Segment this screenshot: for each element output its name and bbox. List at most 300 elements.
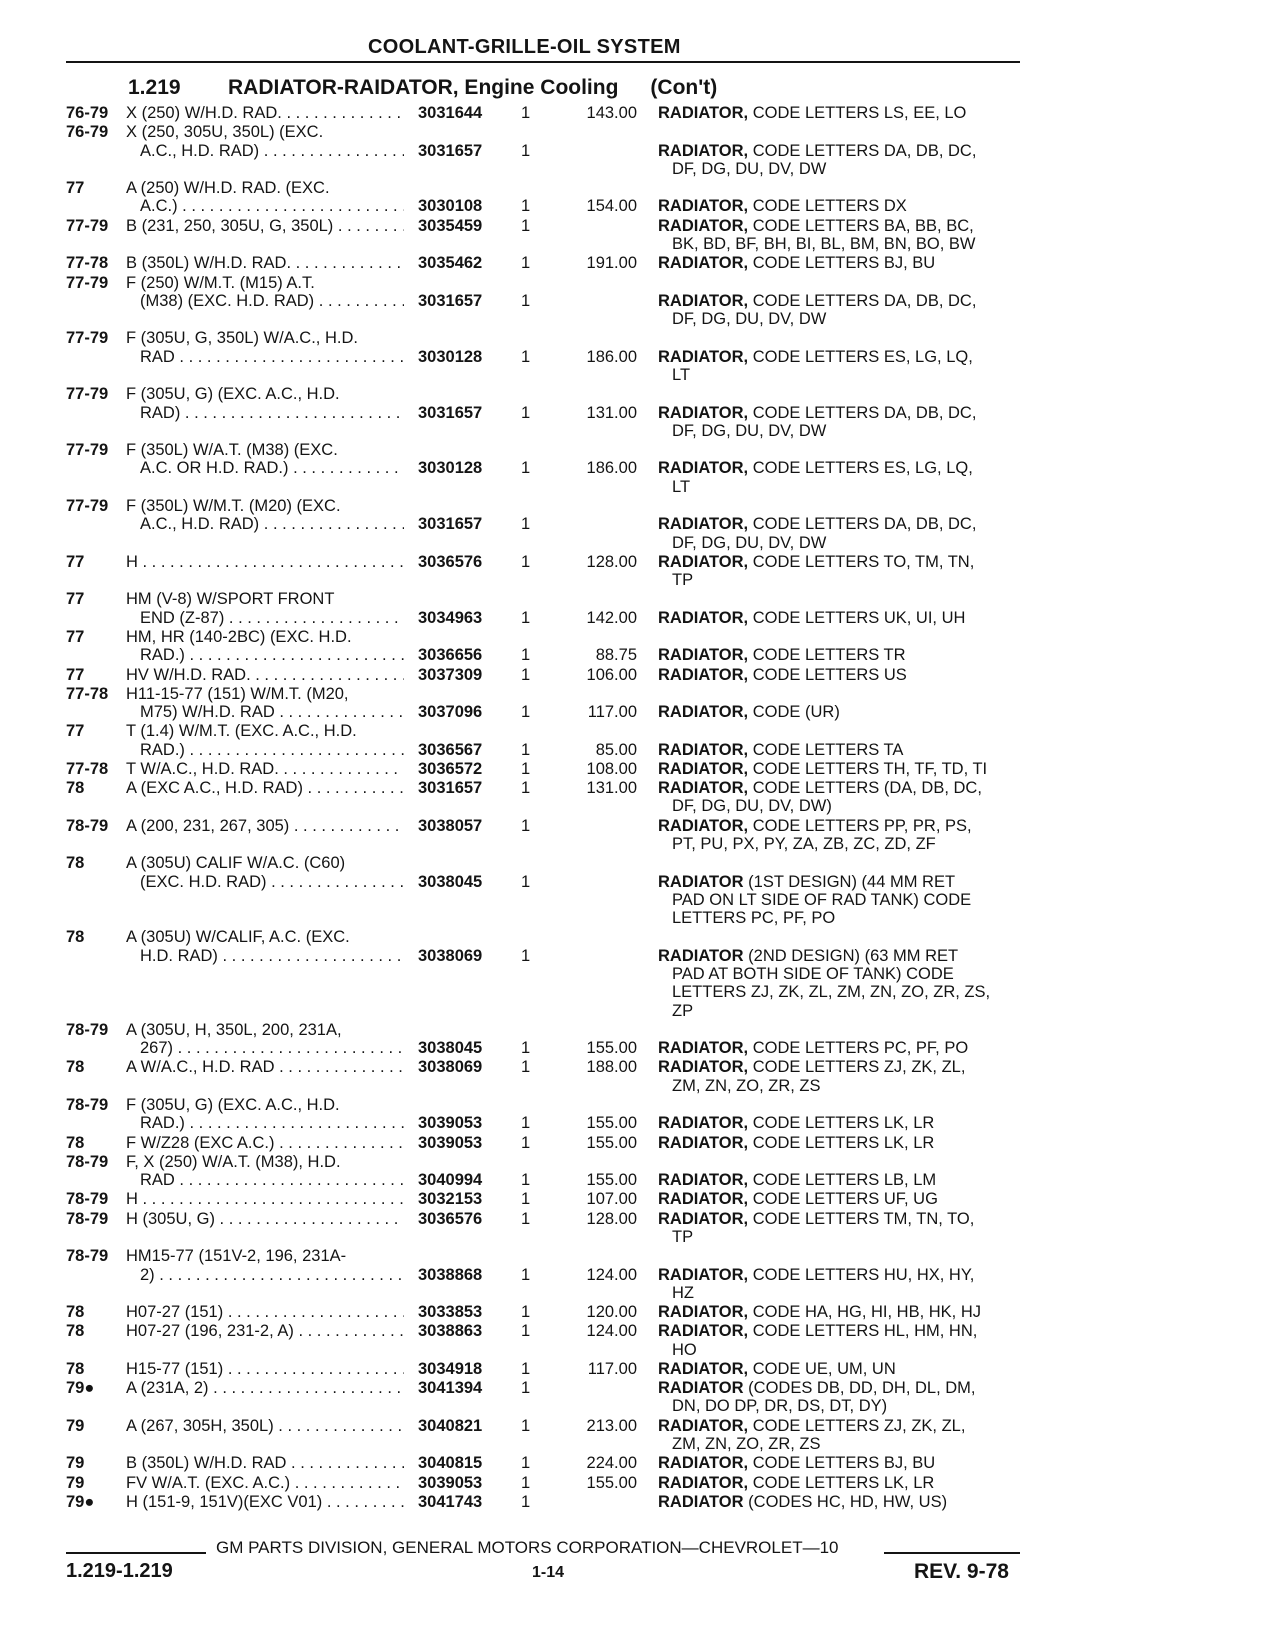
part-number: 3038069: [418, 946, 483, 965]
part-number: 3037309: [418, 665, 483, 684]
quantity: 1: [521, 740, 531, 759]
part-entry-line: [0, 760, 1280, 779]
code-letters: CODE LETTERS LK, LR: [752, 1114, 935, 1133]
part-entry-line: [0, 835, 1280, 854]
part-remarks: [658, 703, 1020, 722]
part-entry-line: [0, 1247, 1280, 1266]
part-name: RADIATOR,: [658, 1058, 749, 1077]
code-letters: (CODES DB, DD, DH, DL, DM,: [748, 1379, 976, 1398]
part-entry-line: [0, 385, 1280, 404]
quantity: 1: [521, 1039, 531, 1058]
code-letters: CODE LETTERS UF, UG: [752, 1190, 938, 1209]
part-remarks: [658, 534, 1020, 553]
model-years: 79: [66, 1473, 85, 1492]
code-letters: CODE LETTERS HU, HX, HY,: [752, 1265, 975, 1284]
application-description: H . . .: [126, 1190, 404, 1209]
part-remarks: [658, 1474, 1020, 1493]
model-years: 78: [66, 1359, 85, 1378]
quantity: 1: [521, 779, 531, 798]
list-price: 224.00: [586, 1454, 637, 1473]
application-description: A.C., H.D. RAD) . . .: [126, 515, 404, 534]
part-entry-line: [0, 965, 1280, 984]
list-price: 108.00: [586, 759, 637, 778]
part-entry-line: [0, 797, 1280, 816]
code-letters-continued: DF, DG, DU, DV, DW): [672, 797, 832, 816]
quantity: 1: [521, 291, 531, 310]
part-remarks: [658, 515, 1020, 534]
part-entry-line: [0, 534, 1280, 553]
part-number: 3030128: [418, 347, 483, 366]
part-remarks: [658, 817, 1020, 836]
quantity: 1: [521, 552, 531, 571]
quantity: 1: [521, 1171, 531, 1190]
model-years: 77-79: [66, 385, 109, 404]
code-letters: CODE LETTERS PP, PR, PS,: [752, 816, 972, 835]
part-remarks: [658, 1493, 1020, 1512]
application-description: H07-27 (151) . . .: [126, 1303, 404, 1322]
part-entry-line: [0, 1360, 1280, 1379]
part-entry-line: [0, 1096, 1280, 1115]
part-entry-line: [0, 1058, 1280, 1077]
code-letters: CODE LETTERS DX: [752, 197, 907, 216]
footer-page-number: 1-14: [532, 1564, 565, 1581]
part-name: RADIATOR,: [658, 347, 749, 366]
list-price: 107.00: [586, 1190, 637, 1209]
code-letters: CODE HA, HG, HI, HB, HK, HJ: [752, 1303, 982, 1321]
part-number: 3036656: [418, 646, 483, 665]
part-entry-line: [0, 160, 1280, 179]
application-description: RAD.) . . .: [126, 646, 404, 665]
code-letters: CODE LETTERS BJ, BU: [752, 1454, 936, 1473]
part-entry-line: [0, 310, 1280, 329]
list-price: 117.00: [587, 1359, 637, 1378]
part-number: 3033853: [418, 1303, 483, 1321]
quantity: 1: [521, 254, 531, 273]
quantity: 1: [521, 1322, 531, 1341]
application-description: A (231A, 2) . . .: [126, 1379, 404, 1398]
code-letters-continued: LT: [672, 477, 691, 496]
part-entry-line: [0, 741, 1280, 760]
list-price: 186.00: [586, 459, 637, 478]
model-years: 79●: [66, 1379, 95, 1398]
application-description: A (EXC A.C., H.D. RAD) . . .: [126, 779, 404, 798]
part-entry-line: [0, 1303, 1280, 1322]
code-letters: CODE LETTERS HL, HM, HN,: [752, 1322, 978, 1341]
part-entry-line: [0, 123, 1280, 142]
part-name: RADIATOR,: [658, 291, 749, 310]
quantity: 1: [521, 1209, 531, 1228]
part-entry-line: [0, 1397, 1280, 1416]
list-price: 124.00: [586, 1265, 637, 1284]
part-entry-line: [0, 628, 1280, 647]
model-years: 77-79: [66, 273, 109, 292]
application-description: HM15-77 (151V-2, 196, 231A-: [126, 1247, 347, 1266]
part-entry-line: [0, 609, 1280, 628]
part-name: RADIATOR,: [658, 216, 749, 235]
part-remarks: [658, 1379, 1020, 1398]
part-name: RADIATOR,: [658, 403, 749, 422]
part-number: 3039053: [418, 1114, 483, 1133]
code-letters: CODE LETTERS ES, LG, LQ,: [752, 459, 973, 478]
application-description: (M38) (EXC. H.D. RAD) . . .: [126, 292, 404, 311]
part-remarks: [658, 1058, 1020, 1077]
part-name: RADIATOR,: [658, 141, 749, 160]
part-name: RADIATOR,: [658, 197, 749, 216]
part-entry-line: [0, 404, 1280, 423]
part-remarks: [658, 1134, 1020, 1153]
part-name: RADIATOR: [658, 1379, 744, 1398]
part-entry-line: [0, 1284, 1280, 1303]
application-description: HM, HR (140-2BC) (EXC. H.D.: [126, 627, 352, 646]
part-entry-line: [0, 197, 1280, 216]
part-entry-line: [0, 515, 1280, 534]
part-entry-line: [0, 817, 1280, 836]
code-letters-continued: ZM, ZN, ZO, ZR, ZS: [672, 1076, 821, 1095]
part-entry-line: [0, 703, 1280, 722]
part-remarks: [658, 779, 1020, 798]
code-letters-continued: DF, DG, DU, DV, DW: [672, 159, 827, 178]
quantity: 1: [521, 104, 531, 122]
footer-corporation: GM PARTS DIVISION, GENERAL MOTORS CORPORATION—CHEVROLET—10: [216, 1538, 839, 1557]
part-number: 3038045: [418, 872, 483, 891]
part-entry-line: [0, 854, 1280, 873]
part-entry-line: [0, 928, 1280, 947]
part-entry-line: [0, 553, 1280, 572]
part-number: 3038045: [418, 1039, 483, 1058]
code-letters-continued: LETTERS PC, PF, PO: [672, 909, 836, 928]
part-entry-line: [0, 104, 1280, 123]
list-price: 155.00: [586, 1473, 637, 1492]
quantity: 1: [521, 403, 531, 422]
list-price: 155.00: [586, 1039, 637, 1058]
list-price: 191.00: [586, 254, 637, 273]
code-letters: (2ND DESIGN) (63 MM RET: [748, 946, 959, 965]
part-name: RADIATOR,: [658, 459, 749, 478]
part-remarks: [658, 891, 1020, 910]
part-remarks: [658, 422, 1020, 441]
application-description: F (250) W/M.T. (M15) A.T.: [126, 273, 315, 292]
code-letters: CODE LETTERS BA, BB, BC,: [752, 216, 974, 235]
application-description: M75) W/H.D. RAD . . .: [126, 703, 404, 722]
code-letters: CODE LETTERS TR: [752, 646, 906, 665]
part-entry-line: [0, 1039, 1280, 1058]
quantity: 1: [521, 515, 531, 534]
part-remarks: [658, 1190, 1020, 1209]
list-price: 85.00: [595, 740, 637, 759]
code-letters: (CODES HC, HD, HW, US): [748, 1492, 948, 1511]
code-letters: CODE LETTERS LK, LR: [752, 1133, 935, 1152]
part-number: 3031657: [418, 515, 483, 534]
part-name: RADIATOR,: [658, 1322, 749, 1341]
code-letters: CODE LETTERS TM, TN, TO,: [752, 1209, 975, 1228]
part-entry-line: [0, 274, 1280, 293]
part-remarks: [658, 292, 1020, 311]
part-number: 3030128: [418, 459, 483, 478]
part-remarks: [658, 459, 1020, 478]
model-years: 79: [66, 1454, 85, 1473]
code-letters: CODE LETTERS TA: [752, 740, 904, 759]
part-entry-line: [0, 685, 1280, 704]
part-entry-line: [0, 292, 1280, 311]
part-remarks: [658, 609, 1020, 628]
part-number: 3039053: [418, 1133, 483, 1152]
part-name: RADIATOR: [658, 1492, 744, 1511]
code-letters: CODE LETTERS ES, LG, LQ,: [752, 347, 973, 366]
part-remarks: [658, 142, 1020, 161]
part-name: RADIATOR,: [658, 552, 749, 571]
header-rule: [66, 61, 1020, 63]
quantity: 1: [521, 816, 531, 835]
footer-section-range: 1.219-1.219: [66, 1560, 173, 1582]
application-description: RAD) . . .: [126, 404, 404, 423]
part-entry-line: [0, 1077, 1280, 1096]
application-description: A.C.) . . .: [126, 197, 404, 216]
part-number: 3030108: [418, 197, 483, 216]
application-description: RAD.) . . .: [126, 1114, 404, 1133]
part-entry-line: [0, 459, 1280, 478]
model-years: 78: [66, 1322, 85, 1341]
application-description: (EXC. H.D. RAD) . . .: [126, 873, 404, 892]
part-name: RADIATOR,: [658, 665, 749, 684]
application-description: A (305U) CALIF W/A.C. (C60): [126, 854, 346, 873]
part-entry-line: [0, 666, 1280, 685]
part-number: 3038863: [418, 1322, 483, 1341]
code-letters-continued: HZ: [672, 1283, 694, 1302]
part-name: RADIATOR,: [658, 1171, 749, 1190]
code-letters-continued: PAD ON LT SIDE OF RAD TANK) CODE: [672, 890, 972, 909]
application-description: END (Z-87) . . .: [126, 609, 404, 628]
part-remarks: [658, 1039, 1020, 1058]
part-entry-line: [0, 422, 1280, 441]
application-description: A.C., H.D. RAD) . . .: [126, 142, 404, 161]
part-number: 3036572: [418, 759, 483, 778]
part-number: 3031644: [418, 104, 483, 122]
section-number: 1.219: [128, 76, 181, 99]
model-years: 76-79: [66, 104, 109, 122]
list-price: 155.00: [586, 1133, 637, 1152]
part-entry-line: [0, 722, 1280, 741]
part-entry-line: [0, 348, 1280, 367]
code-letters-continued: PT, PU, PX, PY, ZA, ZB, ZC, ZD, ZF: [672, 835, 936, 853]
application-description: H.D. RAD) . . .: [126, 947, 404, 966]
model-years: 77-78: [66, 759, 109, 778]
code-letters: CODE LETTERS DA, DB, DC,: [752, 291, 977, 310]
part-number: 3031657: [418, 141, 483, 160]
section-continued: (Con't): [650, 76, 718, 99]
code-letters: (1ST DESIGN) (44 MM RET: [748, 872, 956, 891]
application-description: A (305U) W/CALIF, A.C. (EXC.: [126, 928, 350, 947]
part-remarks: [658, 1454, 1020, 1473]
part-name: RADIATOR,: [658, 1209, 749, 1228]
model-years: 78-79: [66, 1152, 109, 1171]
section-name: RADIATOR-RAIDATOR, Engine Cooling: [228, 76, 619, 99]
model-years: 78: [66, 854, 85, 873]
part-name: RADIATOR,: [658, 1133, 749, 1152]
quantity: 1: [521, 608, 531, 627]
model-years: 77: [66, 552, 85, 571]
model-years: 78-79: [66, 1020, 109, 1039]
code-letters-continued: BK, BD, BF, BH, BI, BL, BM, BN, BO, BW: [672, 235, 976, 253]
code-letters-continued: HO: [672, 1340, 697, 1359]
list-price: 120.00: [586, 1303, 637, 1321]
part-remarks: [658, 310, 1020, 329]
part-remarks: [658, 1417, 1020, 1436]
code-letters: CODE LETTERS ZJ, ZK, ZL,: [752, 1416, 966, 1435]
part-entry-line: [0, 235, 1280, 254]
part-number: 3040821: [418, 1416, 483, 1435]
part-remarks: [658, 104, 1020, 123]
application-description: A (267, 305H, 350L) . . .: [126, 1417, 404, 1436]
part-entry-line: [0, 1474, 1280, 1493]
part-number: 3034918: [418, 1359, 483, 1378]
part-entry-line: [0, 1341, 1280, 1360]
code-letters-continued: TP: [672, 1227, 694, 1246]
footer-rule-right: [884, 1552, 1020, 1554]
code-letters-continued: TP: [672, 571, 694, 590]
part-name: RADIATOR,: [658, 1416, 749, 1435]
part-name: RADIATOR,: [658, 104, 749, 122]
part-entry-line: [0, 1417, 1280, 1436]
model-years: 78: [66, 1133, 85, 1152]
footer-revision: REV. 9-78: [914, 1560, 1009, 1583]
part-entry-line: [0, 909, 1280, 928]
quantity: 1: [521, 197, 531, 216]
part-name: RADIATOR,: [658, 779, 749, 798]
part-remarks: [658, 1077, 1020, 1096]
section-heading: [128, 76, 717, 100]
code-letters: CODE LETTERS TH, TF, TD, TI: [752, 759, 988, 778]
quantity: 1: [521, 347, 531, 366]
model-years: 78: [66, 1303, 85, 1321]
part-entry-line: [0, 1322, 1280, 1341]
part-remarks: [658, 983, 1020, 1002]
part-entry-line: [0, 571, 1280, 590]
part-name: RADIATOR,: [658, 1473, 749, 1492]
model-years: 78: [66, 928, 85, 947]
part-name: RADIATOR,: [658, 1265, 749, 1284]
part-number: 3038069: [418, 1058, 483, 1077]
list-price: 143.00: [586, 104, 637, 122]
part-entry-line: [0, 779, 1280, 798]
application-description: B (231, 250, 305U, G, 350L) . . .: [126, 217, 404, 236]
part-remarks: [658, 1303, 1020, 1322]
model-years: 78-79: [66, 1096, 109, 1114]
application-description: 2) . . .: [126, 1266, 404, 1285]
application-description: HM (V-8) W/SPORT FRONT: [126, 590, 335, 609]
application-description: RAD.) . . .: [126, 741, 404, 760]
part-remarks: [658, 404, 1020, 423]
model-years: 77-78: [66, 684, 109, 703]
part-remarks: [658, 1360, 1020, 1379]
application-description: RAD . . .: [126, 1171, 404, 1190]
quantity: 1: [521, 1058, 531, 1077]
part-number: 3031657: [418, 779, 483, 798]
quantity: 1: [521, 1379, 531, 1398]
model-years: 77: [66, 627, 85, 646]
part-remarks: [658, 873, 1020, 892]
code-letters: CODE UE, UM, UN: [752, 1359, 896, 1378]
code-letters: CODE LETTERS TO, TM, TN,: [752, 552, 975, 571]
part-entry-line: [0, 646, 1280, 665]
code-letters-continued: PAD AT BOTH SIDE OF TANK) CODE: [672, 965, 954, 983]
application-description: F (305U, G) (EXC. A.C., H.D.: [126, 385, 340, 404]
part-remarks: [658, 197, 1020, 216]
code-letters-continued: DF, DG, DU, DV, DW: [672, 533, 827, 552]
model-years: 77: [66, 179, 85, 198]
code-letters: CODE LETTERS BJ, BU: [752, 254, 936, 273]
application-description: A W/A.C., H.D. RAD . . .: [126, 1058, 404, 1077]
part-entry-line: [0, 497, 1280, 516]
quantity: 1: [521, 946, 531, 965]
part-remarks: [658, 1171, 1020, 1190]
code-letters: CODE LETTERS PC, PF, PO: [752, 1039, 969, 1058]
application-description: FV W/A.T. (EXC. A.C.) . . .: [126, 1474, 404, 1493]
part-remarks: [658, 646, 1020, 665]
part-remarks: [658, 348, 1020, 367]
list-price: 155.00: [586, 1171, 637, 1190]
quantity: 1: [521, 216, 531, 235]
code-letters-continued: DF, DG, DU, DV, DW: [672, 421, 827, 440]
part-remarks: [658, 1435, 1020, 1454]
list-price: 155.00: [586, 1114, 637, 1133]
model-years: 77-79: [66, 329, 109, 348]
part-entry-line: [0, 217, 1280, 236]
part-number: 3041394: [418, 1379, 483, 1398]
part-number: 3038868: [418, 1265, 483, 1284]
part-name: RADIATOR,: [658, 254, 749, 273]
model-years: 78-79: [66, 1190, 109, 1209]
part-entry-line: [0, 179, 1280, 198]
part-entry-line: [0, 1153, 1280, 1172]
model-years: 77-79: [66, 216, 109, 235]
code-letters: CODE LETTERS LK, LR: [752, 1473, 935, 1492]
quantity: 1: [521, 1473, 531, 1492]
model-years: 77-79: [66, 496, 109, 515]
model-years: 77: [66, 590, 85, 609]
code-letters: CODE LETTERS DA, DB, DC,: [752, 403, 977, 422]
part-name: RADIATOR,: [658, 515, 749, 534]
part-remarks: [658, 1322, 1020, 1341]
application-description: F (305U, G) (EXC. A.C., H.D.: [126, 1096, 340, 1114]
code-letters-continued: DF, DG, DU, DV, DW: [672, 310, 827, 329]
part-entry-line: [0, 478, 1280, 497]
quantity: 1: [521, 1359, 531, 1378]
part-entry-line: [0, 441, 1280, 460]
application-description: A (250) W/H.D. RAD. (EXC.: [126, 179, 330, 198]
application-description: F W/Z28 (EXC A.C.) . . .: [126, 1134, 404, 1153]
part-remarks: [658, 1114, 1020, 1133]
model-years: 79: [66, 1416, 85, 1435]
model-years: 77: [66, 722, 85, 741]
part-number: 3037096: [418, 703, 483, 721]
list-price: 131.00: [586, 779, 637, 798]
part-remarks: [658, 835, 1020, 854]
application-description: 267) . . .: [126, 1039, 404, 1058]
part-remarks: [658, 965, 1020, 984]
part-remarks: [658, 1284, 1020, 1303]
list-price: 88.75: [595, 646, 637, 665]
code-letters: CODE LETTERS LS, EE, LO: [752, 104, 967, 122]
model-years: 78: [66, 1058, 85, 1077]
quantity: 1: [521, 141, 531, 160]
part-entry-line: [0, 947, 1280, 966]
part-entry-line: [0, 1454, 1280, 1473]
part-remarks: [658, 1002, 1020, 1021]
application-description: F (350L) W/M.T. (M20) (EXC.: [126, 496, 341, 515]
model-years: 78-79: [66, 1247, 109, 1266]
part-name: RADIATOR,: [658, 608, 749, 627]
application-description: T (1.4) W/M.T. (EXC. A.C., H.D.: [126, 722, 357, 741]
